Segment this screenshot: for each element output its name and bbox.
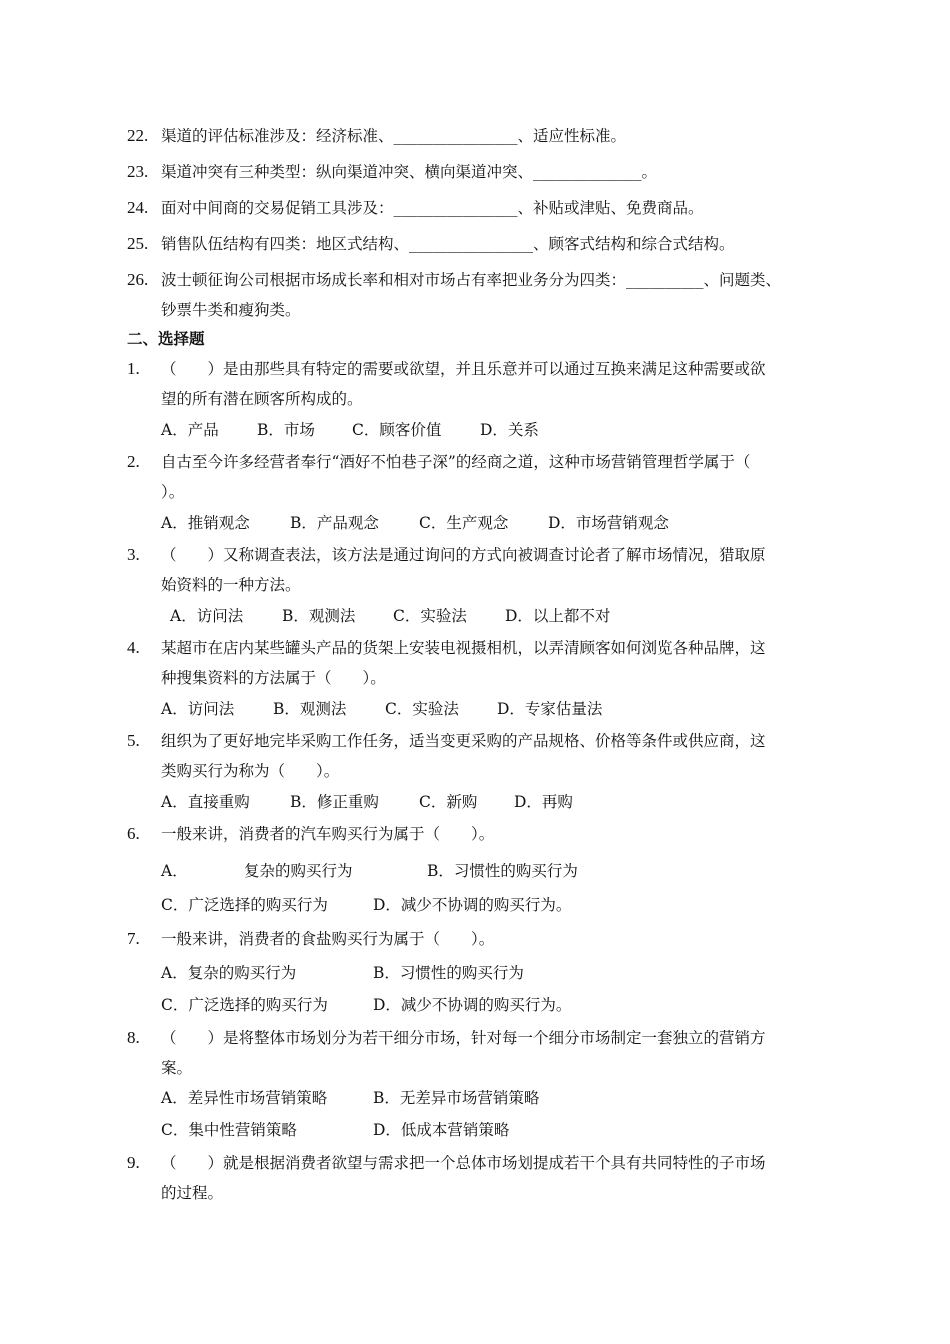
question-text: ）。	[161, 483, 185, 501]
option-a: A．复杂的购买行为	[161, 964, 297, 982]
option-b: B．无差异市场营销策略	[373, 1089, 540, 1107]
question-text: 钞票牛类和瘦狗类。	[161, 301, 301, 319]
question-text: （ ）就是根据消费者欲望与需求把一个总体市场划提成若干个具有共同特性的子市场	[161, 1154, 766, 1172]
option-a: A．产品	[161, 421, 219, 439]
option-b: B．观测法	[273, 700, 347, 718]
question-number: 9.	[127, 1153, 140, 1172]
question-number: 6.	[127, 824, 140, 843]
option-d: D．再购	[514, 793, 573, 811]
question-text: 渠道的评估标准涉及：经济标准、________________、适应性标准。	[161, 127, 627, 145]
option-b: B．修正重购	[290, 793, 379, 811]
question-text: 组织为了更好地完毕采购工作任务，适当变更采购的产品规格、价格等条件或供应商，这	[161, 732, 766, 750]
question-text: 种搜集资料的方法属于（ ）。	[161, 669, 386, 687]
option-c: C．广泛选择的购买行为	[161, 996, 328, 1014]
option-b: B．产品观念	[290, 514, 379, 532]
question-text: 始资料的一种方法。	[161, 576, 301, 594]
question-number: 1.	[127, 359, 140, 378]
option-d: D．关系	[480, 421, 539, 439]
option-b: B．习惯性的购买行为	[373, 964, 524, 982]
question-number: 3.	[127, 545, 140, 564]
question-text: 望的所有潜在顾客所构成的。	[161, 390, 363, 408]
question-number: 26.	[127, 270, 149, 289]
option-c: C．集中性营销策略	[161, 1121, 297, 1139]
question-text: （ ）是由那些具有特定的需要或欲望，并且乐意并可以通过互换来满足这种需要或欲	[161, 360, 766, 378]
option-c: C．实验法	[393, 607, 467, 625]
option-d: D．低成本营销策略	[373, 1121, 510, 1139]
option-d: D．专家估量法	[497, 700, 603, 718]
option-a: A．差异性市场营销策略	[161, 1089, 328, 1107]
question-text: 某超市在店内某些罐头产品的货架上安装电视摄相机，以弄清顾客如何浏览各种品牌，这	[161, 639, 766, 657]
option-c: C．新购	[419, 793, 478, 811]
option-a: A．推销观念	[161, 514, 250, 532]
question-number: 4.	[127, 638, 140, 657]
option-b: B．观测法	[282, 607, 356, 625]
option-c: C．广泛选择的购买行为	[161, 896, 328, 914]
option-d: D．减少不协调的购买行为。	[373, 996, 572, 1014]
question-number: 2.	[127, 452, 140, 471]
question-text: 销售队伍结构有四类：地区式结构、________________、顾客式结构和综合式结构。	[161, 235, 735, 253]
question-number: 22.	[127, 126, 149, 145]
question-number: 7.	[127, 929, 140, 948]
question-number: 24.	[127, 198, 149, 217]
question-text: （ ）又称调查表法，该方法是通过询问的方式向被调查讨论者了解市场情况，猎取原	[161, 546, 766, 564]
question-text: 的过程。	[161, 1184, 224, 1202]
option-d: D．市场营销观念	[548, 514, 669, 532]
option-a: A．访问法	[170, 607, 244, 625]
section-heading: 二、选择题	[127, 329, 205, 348]
question-text: 类购买行为称为（ ）。	[161, 762, 340, 780]
option-a: A．	[161, 862, 188, 880]
question-number: 5.	[127, 731, 140, 750]
question-text: 面对中间商的交易促销工具涉及：________________、补贴或津贴、免费商品。	[161, 199, 704, 217]
option-c: C．顾客价值	[352, 421, 442, 439]
question-text: 一般来讲，消费者的食盐购买行为属于（ ）。	[161, 930, 495, 948]
option-c: C．生产观念	[419, 514, 509, 532]
question-text: 自古至今许多经营者奉行“酒好不怕巷子深”的经商之道，这种市场营销管理哲学属于（	[161, 453, 751, 471]
option-d: D．减少不协调的购买行为。	[373, 896, 572, 914]
option-b: B．习惯性的购买行为	[427, 862, 578, 880]
option-d: D．以上都不对	[505, 607, 611, 625]
question-number: 23.	[127, 162, 149, 181]
option-c: C．实验法	[385, 700, 459, 718]
question-text: 波士顿征询公司根据市场成长率和相对市场占有率把业务分为四类：__________、问题类、	[161, 271, 782, 289]
question-number: 25.	[127, 234, 149, 253]
question-text: （ ）是将整体市场划分为若干细分市场，针对每一个细分市场制定一套独立的营销方	[161, 1029, 766, 1047]
option-a: A．访问法	[161, 700, 235, 718]
option-a-text: 复杂的购买行为	[244, 862, 353, 880]
question-text: 案。	[161, 1059, 193, 1077]
question-text: 渠道冲突有三种类型：纵向渠道冲突、横向渠道冲突、______________。	[161, 163, 658, 181]
option-b: B．市场	[257, 421, 315, 439]
option-a: A．直接重购	[161, 793, 250, 811]
question-text: 一般来讲，消费者的汽车购买行为属于（ ）。	[161, 825, 495, 843]
question-number: 8.	[127, 1028, 140, 1047]
